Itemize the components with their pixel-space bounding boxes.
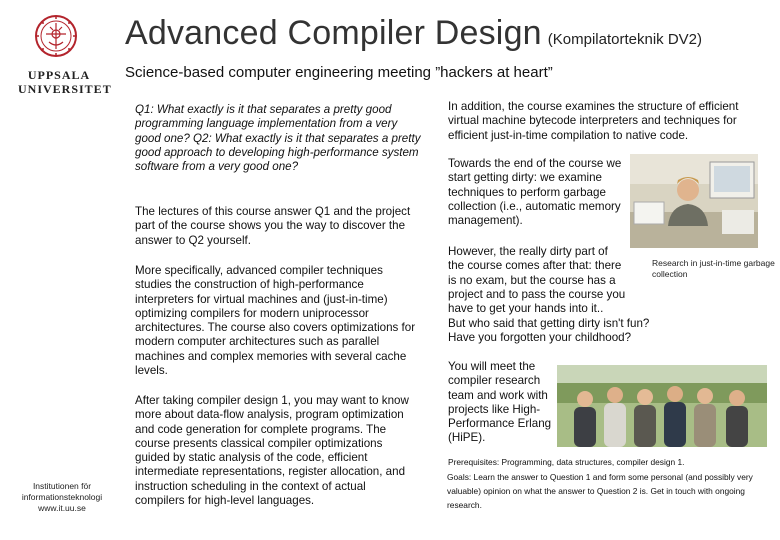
footer-line-2: informationsteknologi xyxy=(21,492,103,502)
dirty-line-4: project and to pass the course you xyxy=(448,287,626,301)
page-title-main: Advanced Compiler Design xyxy=(125,14,542,52)
university-wordmark-line-2: UNIVERSITET xyxy=(18,82,112,96)
page-subtitle: Science-based computer engineering meeting ”hackers at heart” xyxy=(125,64,553,81)
dirty-part-tail: But who said that getting dirty isn't fun? Have you forgotten your childhood? xyxy=(448,317,650,345)
prerequisites-text: Prerequisites: Programming, data structures, compiler design 1. xyxy=(448,457,685,467)
dirty-line-5: have to get your hands into it.. xyxy=(448,302,604,316)
footer-line-1: Institutionen för xyxy=(32,481,92,491)
towards-paragraph: Towards the end of the course we start getting dirty: we examine techniques to perform garbage collection (i.e., automatic memory management). xyxy=(448,157,622,228)
uppsala-seal-logo xyxy=(34,14,78,58)
university-wordmark xyxy=(18,68,112,96)
addition-paragraph: In addition, the course examines the structure of efficient virtual machine bytecode interpreters and techniques for efficient just-in-time compilation to native code. xyxy=(448,100,739,142)
institution-footer xyxy=(10,481,114,514)
lectures-paragraph: The lectures of this course answer Q1 and the project part of the course shows you the way to discover the answer to Q2 yourself. xyxy=(135,205,411,247)
specifically-paragraph: More specifically, advanced compiler techniques studies the construction of high-performance interpreters for virtual machines and (just-in-time) optimizing compilers for modern uniprocessor architectures. The course also covers optimizations for modern computer architectures such as parallel machines and complex memories with several cache levels. xyxy=(135,264,416,378)
dirty-line-2: the course comes after that: there xyxy=(448,259,622,273)
page-title xyxy=(125,14,702,53)
photo-caption: Research in just-in-time garbage collection xyxy=(652,258,775,279)
meet-team-paragraph: You will meet the compiler research team and work with projects like High-Performance Erlang (HiPE). xyxy=(448,360,552,445)
dirty-line-1: However, the really dirty part of xyxy=(448,245,608,258)
after-paragraph: After taking compiler design 1, you may want to know more about data-flow analysis, program optimization and code generation for complete programs. The course presents classical compiler optimizations guided by static analysis of the code, efficient intermediate representations, register allocation, and instruction scheduling in the context of actual compilers for high-level languages. xyxy=(135,394,409,508)
footer-link[interactable]: www.it.uu.se xyxy=(38,503,86,513)
dirty-line-3: is no exam, but the course has a xyxy=(448,273,616,287)
researcher-office-photo xyxy=(630,154,758,248)
research-team-photo xyxy=(557,365,767,447)
dirty-part-paragraph xyxy=(448,245,678,316)
page-title-suffix: (Kompilatorteknik DV2) xyxy=(547,31,703,48)
questions-paragraph: Q1: What exactly is it that separates a pretty good programming language implementation from a very good one? Q2: What exactly is it that separates a pretty good approach to developing high-performance system software from a very good one? xyxy=(135,103,421,174)
goals-text: Goals: Learn the answer to Question 1 and form some personal (and possibly very valuable) opinion on what the answer to Question 2 is. Get in touch with ongoing research. xyxy=(447,472,753,510)
university-wordmark-line-1: UPPSALA xyxy=(27,68,91,82)
